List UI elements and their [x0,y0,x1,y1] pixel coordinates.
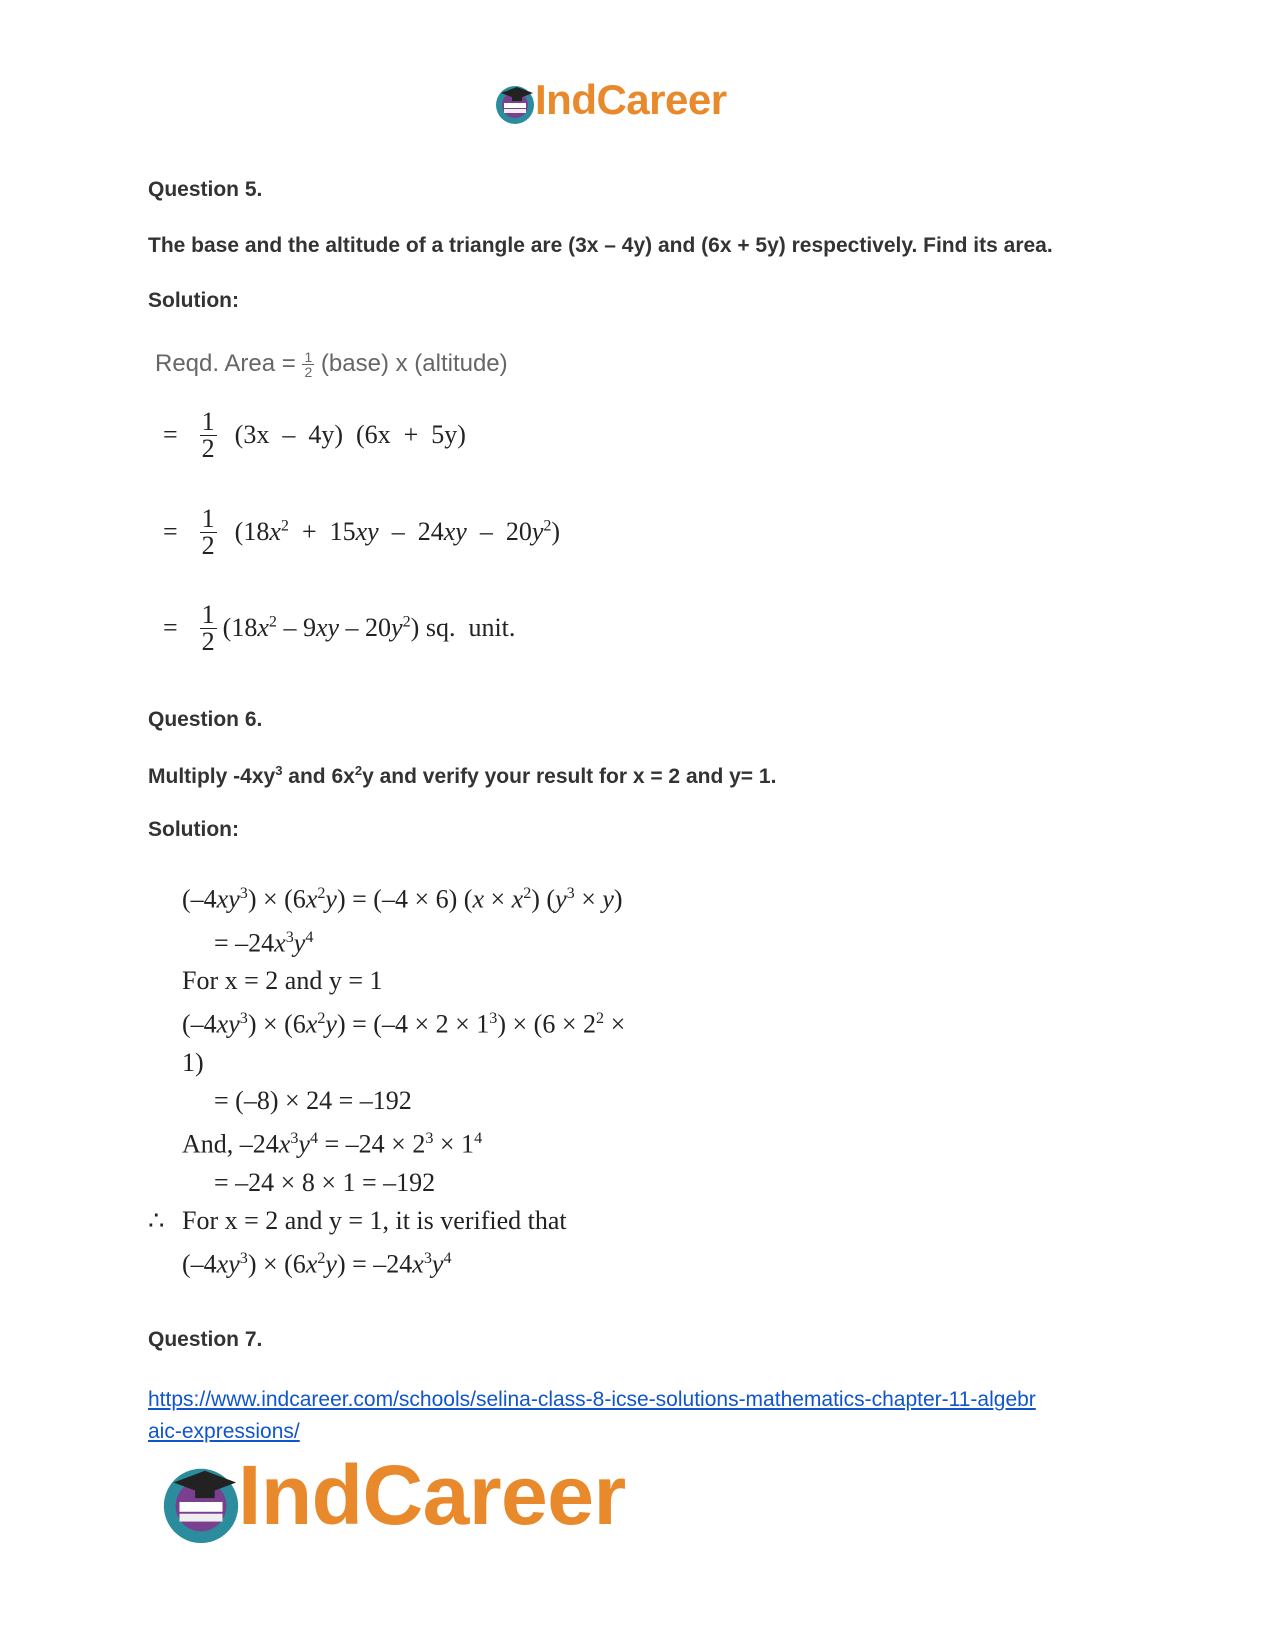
footer-logo [158,1448,718,1549]
graduation-cap-icon [158,1459,244,1545]
q6-line-5: = (–8) × 24 = –192 [214,1085,412,1115]
q6-line-0: $(-4xy^3) \times (6x^2y) = (-4 \times 6) (x \times x^2) (y^3 \times y)$ [182,884,623,914]
q5-line3-expr: $(18x^2 - 9xy - 20y^2)$ sq. unit. [222,613,516,642]
equals-sign: = [163,613,178,642]
footer-link[interactable] [148,1385,1148,1449]
q6-text: Multiply $-4xy^3$ and $6x^2y$ and verify your result for x = 2 and y= 1. [148,763,777,788]
equals-sign: = [163,420,178,449]
q6-line-7: = –24 × 8 × 1 = –192 [214,1167,436,1197]
therefore-symbol: ∴ [148,1205,165,1235]
graduation-cap-icon [493,81,537,125]
q5-line1 [163,403,466,467]
q6-line-6: And, $-24x^3y^4 = -24 \times 2^3 \times 1^4$ [182,1129,483,1159]
q5-line0-suffix: (base) x (altitude) [320,350,508,377]
q5-line2 [163,500,560,564]
footer-link-line-2[interactable]: aic-expressions/ [148,1420,300,1443]
equals-sign: = [163,517,178,546]
footer-link-line-1[interactable]: https://www.indcareer.com/schools/selina-class-8-icse-solutions-mathematics-chapter-11-algebr [148,1388,1036,1411]
q6-line-1: = $-24x^3y^4$ [214,928,314,958]
q6-line-2: For x = 2 and y = 1 [182,966,383,996]
fraction-half: $\frac{1}{2}$ [201,406,215,463]
q6-line-9: $(-4xy^3) \times (6x^2y) = -24x^3y^4$ [182,1249,452,1279]
q5-heading: Question 5. [148,178,263,201]
fraction-half: $\frac{1}{2}$ [201,599,215,656]
q5-line0 [155,350,508,379]
header-logo-text: IndCareer [535,76,727,123]
q5-solution-label: Solution: [148,289,239,312]
q6-heading: Question 6. [148,708,263,731]
q5-line0-prefix: Reqd. Area = [155,350,303,377]
q6-line-3: $(-4xy^3) \times (6x^2y) = (-4 \times 2 \times 1^3) \times (6 \times 2^2$ × [182,1009,626,1039]
q7-heading: Question 7. [148,1328,263,1351]
q6-solution-label: Solution: [148,818,239,841]
q6-line-4: 1) [182,1047,204,1077]
q6-working [148,875,708,1283]
q5-line1-expr: (3x – 4y) (6x + 5y) [234,420,466,449]
fraction-half: $\frac{1}{2}$ [304,349,313,381]
footer-logo-text: IndCareer [238,1448,626,1542]
q6-line-8: ∴ For x = 2 and y = 1, it is verified that [148,1202,708,1240]
q5-line3 [163,596,515,660]
q5-line2-expr: $(18x^2 + 15xy - 24xy - 20y^2)$ [234,517,561,546]
header-logo [493,76,763,128]
q5-text: The base and the altitude of a triangle are (3x – 4y) and (6x + 5y) respectively. Find its area. [148,234,1053,257]
fraction-half: $\frac{1}{2}$ [201,503,215,560]
